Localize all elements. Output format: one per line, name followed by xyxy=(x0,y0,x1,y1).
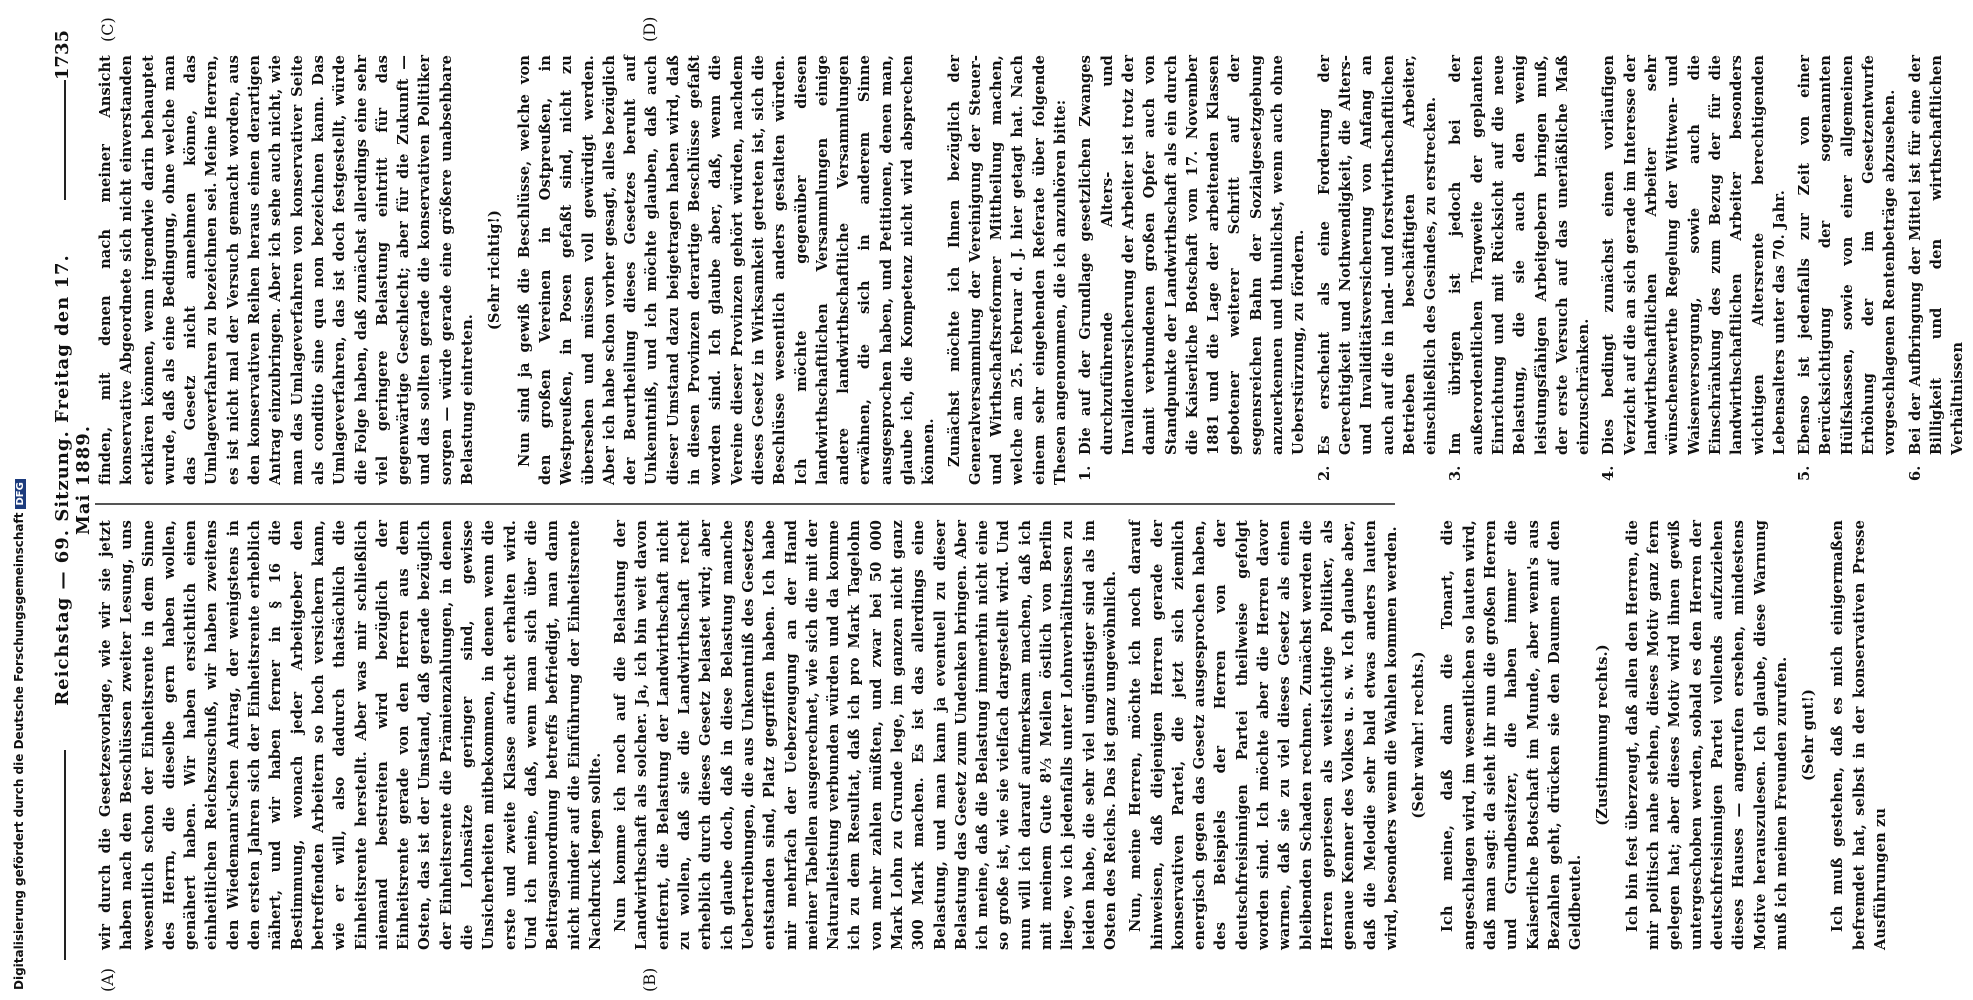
interjection: (Sehr gut!) xyxy=(1800,688,1818,782)
dfg-logo: DFG xyxy=(15,479,26,508)
list-number: 1. xyxy=(1077,465,1095,481)
left-column xyxy=(95,520,1895,950)
list-text: Es erscheint als eine Forderung der Gerechtigkeit und Nothwendigkeit, die Alters- und Invaliditätsversicherung von Anfang an auch auf die in land- und forstwirthschaftlichen Betrieben beschäftigten Arbeiter, einschließlich des Gesindes, zu erstrecken. xyxy=(1315,55,1440,455)
page-number: 1735 xyxy=(52,30,73,81)
paragraph: Nun komme ich noch auf die Belastung der Landwirthschaft als solcher. Ja, ich bin weit davon entfernt, die Belastung der Landwirthschaft nicht zu wollen, daß sie die Landwirthschaft recht erheblich durch dieses Gesetz belastet wird; aber ich glaube doch, daß in diese Belastung manche Uebertreibungen, die aus Unkenntniß des Gesetzes entstanden sind, Platz gegriffen haben. Ich habe mir mehrfach der Ueberzeugung an der Hand meiner Tabellen ausgerechnet, wie sich die mit der Naturalleistung verbunden würden und da komme ich zu dem Resultat, daß ich pro Mark Tagelohn von mehr zahlen müßten, und zwar bei 50 000 Mark Lohn zu Grunde lege, im ganzen nicht ganz 300 Mark machen. Es ist das allerdings eine Belastung, und man kann ja eventuell zu dieser Belastung das Gesetz zum Undenken bringen. Aber ich meine, daß die Belastung immerhin nicht eine so große ist, wie sie vielfach dargestellt wird. Und nun will ich darauf aufmerksam machen, daß ich mit meinem Gute 8⅓ Meilen östlich von Berlin liege, wo ich jedenfalls unter Lohnverhältnissen zu leiden habe, die sehr viel ungünstiger sind als im Osten des Reichs. Das ist ganz ungewöhnlich. xyxy=(612,520,1119,950)
list-text: Im übrigen ist jedoch bei der außerordentlichen Tragweite der geplanten Einrichtung und mit Rücksicht auf die neue Belastung, die sie auch den wenig leistungsfähigen Arbeitgebern bringen muß, der erste Versuch auf das unerläßliche Maß einzuschränken. xyxy=(1447,55,1593,455)
column-divider xyxy=(95,504,1395,506)
margin-letter-b: (B) xyxy=(640,967,659,992)
paragraph: wir durch die Gesetzesvorlage, wie wir sie jetzt haben nach den Beschlüssen zweiter Lesung, uns wesentlich schon der Einheitsrente in dem Sinne des Herrn, die dieselbe gern haben wollen, genähert haben. Wir haben ersichtlich einen einheitlichen Reichszuschuß, wir haben zweitens den Wiedemann'schen Antrag, der wenigstens in den ersten Jahren sich der Einheitsrente erheblich nähert, und wir haben ferner in § 16 die Bestimmung, wonach jeder Arbeitgeber den betreffenden Arbeitern so hoch versichern kann, wie er will, also dadurch thatsächlich die Einheitsrente herstellt. Aber was mir schließlich niemand bestreiten wird bezüglich der Einheitsrente gerade von den Herren aus dem Osten, das ist der Umstand, daß gerade bezüglich der Einheitsrente die Prämienzahlungen, in denen die Lohnsätze geringer sind, gewisse Unsicherheiten mitbekommen, in denen wenn die erste und zweite Klasse aufrecht erhalten wird. Und ich meine, daß, wenn man sich über die Beitragsanordnung betreffs befriedigt, man dann nicht minder auf die Einführung der Einheitsrente Nachdruck legen sollte. xyxy=(97,520,604,950)
list-item xyxy=(1445,55,1594,485)
list-text: Dies bedingt zunächst einen vorläufigen Verzicht auf die an sich gerade im Interesse der landwirthschaftlichen Arbeiter sehr wünschenswerthe Regelung der Wittwen- und Waisenversorgung, sowie auch die Einschränkung des zum Bezug der für die landwirthschaftlichen Arbeiter besonders wichtigen Altersrente berechtigenden Lebensalters unter das 70. Jahr. xyxy=(1600,55,1788,455)
margin-letter-d: (D) xyxy=(640,16,659,42)
list-number: 4. xyxy=(1600,465,1618,481)
header-title: Reichstag — 69. Sitzung. Freitag den 17. Mai 1889. xyxy=(52,254,94,706)
paragraph: Nun sind ja gewiß die Beschlüsse, welche von den großen Vereinen in Ostpreußen, in Westpreußen, in Posen gefaßt sind, nicht zu übersehen und müssen voll gewürdigt werden. Aber ich habe schon vorher gesagt, alles bezüglich der Beurtheilung dieses Gesetzes beruht auf Unkenntniß, und ich möchte glauben, daß auch dieser Umstand dazu beigetragen haben wird, daß in diesen Provinzen derartige Beschlüsse gefaßt worden sind. Ich glaube aber, daß, wenn die Vereine dieser Provinzen gehört würden, nachdem dieses Gesetz in Wirksamkeit getreten ist, sich die Beschlüsse wesentlich anders gestalten würden. Ich möchte gegenüber diesen landwirthschaftlichen Versammlungen einige andere landwirthschaftliche Versammlungen erwähnen, die sich in anderem Sinne ausgesprochen haben, und Petitionen, denen man, glaube ich, die Kompetenz nicht wird absprechen können. xyxy=(515,55,938,485)
header-rule-right xyxy=(64,80,66,200)
list-item xyxy=(1794,55,1900,485)
digitization-footer xyxy=(0,0,30,1000)
paragraph: Nun, meine Herren, möchte ich noch darauf hinweisen, daß diejenigen Herren gerade der konservativen Partei, die jetzt sich ziemlich energisch gegen das Gesetz ausgesprochen haben, des Beispiels der Herren von der deutschfreisinnigen Partei theilweise gefolgt worden sind. Ich möchte aber die Herren davor warnen, daß sie zu viel dieses Gesetz als einen bleibenden Schaden rechnen. Zunächst werden die Herren gepriesen als weitsichtige Politiker, als genaue Kenner des Volkes u. s. w. Ich glaube aber, daß die Melodie sehr bald etwas anders lauten wird, besonders wenn die Wahlen kommen werden. xyxy=(1127,520,1400,950)
list-item xyxy=(1598,55,1790,485)
footer-credit xyxy=(12,479,26,990)
list-number: 5. xyxy=(1796,465,1814,481)
header-rule-left xyxy=(64,750,66,960)
footer-text: Digitalisierung gefördert durch die Deutsche Forschungsgemeinschaft xyxy=(12,512,26,990)
paragraph: Ich muß gestehen, daß es mich einigermaßen befremdet hat, selbst in der konservativen Presse Ausführungen zu xyxy=(1829,520,1890,950)
list-item xyxy=(1075,55,1309,485)
paragraph: Ich bin fest überzeugt, daß allen den Herren, die mir politisch nahe stehen, dieses Motiv ganz fern gelegen hat; aber dieses Motiv wird ihnen gewiß untergeschoben werden, sobald es den Herren der deutschfreisinnigen Partei vollends aufzuziehen dieses Hauses — angerufen ersehen, mindestens Motive herauszulesen. Ich glaube, diese Warnung muß ich meinen Freunden zurufen. xyxy=(1623,520,1790,950)
right-column xyxy=(95,55,1973,485)
list-number: 3. xyxy=(1447,465,1465,481)
paragraph: Ich meine, daß dann die Tonart, die angeschlagen wird, im wesentlichen so lauten wird, daß man sagt: da sieht ihr nun die großen Herren und Grundbesitzer, die haben immer die Kaiserliche Botschaft im Munde, aber wenn's aus Bezahlen geht, drücken sie den Daumen auf den Geldbeutel. xyxy=(1439,520,1585,950)
list-item xyxy=(1905,55,1969,485)
list-number: 2. xyxy=(1315,465,1333,481)
list-text: Bei der Aufbringung der Mittel ist für eine der Billigkeit und den wirthschaftlichen Verhältnissen xyxy=(1906,55,1967,455)
list-text: Ebenso ist jedenfalls zur Zeit von einer Berücksichtigung der sogenannten Hülfskassen, sowie von einer allgemeinen Erhöhung der im Gesetzentwurfe vorgeschlagenen Rentenbeträge abzusehen. xyxy=(1796,55,1899,455)
interjection: (Zustimmung rechts.) xyxy=(1594,644,1612,826)
page-header xyxy=(52,30,94,960)
interjection: (Sehr richtig!) xyxy=(486,209,504,331)
margin-letter-c: (C) xyxy=(98,17,117,42)
paragraph: finden, mit denen nach meiner Ansicht konservative Abgeordnete sich nicht einverstanden erklären können, wenn irgendwie darin behauptet wurde, daß als eine Bedingung, ohne welche man das Gesetz nicht annehmen könne, das Umlageverfahren zu bezeichnen sei. Meine Herren, es ist nicht mal der Versuch gemacht worden, aus den konservativen Reihen heraus einen derartigen Antrag einzubringen. Aber ich sehe auch nicht, wie man das Umlageverfahren von konservativer Seite als conditio sine qua non bezeichnen kann. Das Umlageverfahren, das ist doch festgestellt, würde die Folge haben, daß zunächst allerdings eine sehr viel geringere Belastung eintritt für das gegenwärtige Geschlecht; aber für die Zukunft — und das sollten gerade die konservativen Politiker sorgen — würde gerade eine größere unabsehbare Belastung eintreten. xyxy=(97,55,477,485)
margin-letter-a: (A) xyxy=(98,967,117,992)
list-item xyxy=(1314,55,1442,485)
list-number: 6. xyxy=(1906,465,1924,481)
paragraph: Zunächst möchte ich Ihnen bezüglich der Generalversammlung der Vereinigung der Steuer- und Wirthschaftsreformer Mittheilung machen, welche am 25. Februar d. J. hier getagt hat. Nach einem sehr eingehenden Referate über folgende Thesen angenommen, die ich anzuhören bitte: xyxy=(945,55,1070,485)
interjection: (Sehr wahr! rechts.) xyxy=(1410,651,1428,819)
list-text: Die auf der Grundlage gesetzlichen Zwanges durchzuführende Alters- und Invalidenversicherung der Arbeiter ist trotz der damit verbundenen großen Opfer auch von Standpunkte der Landwirthschaft als ein durch die Kaiserliche Botschaft vom 17. November 1881 und die Lage der arbeitenden Klassen gebotener weiterer Schritt auf der segensreichen Bahn der Sozialgesetzgebung anzuerkennen und thunlichst, wenn auch ohne Ueberstürzung, zu fördern. xyxy=(1077,55,1308,455)
